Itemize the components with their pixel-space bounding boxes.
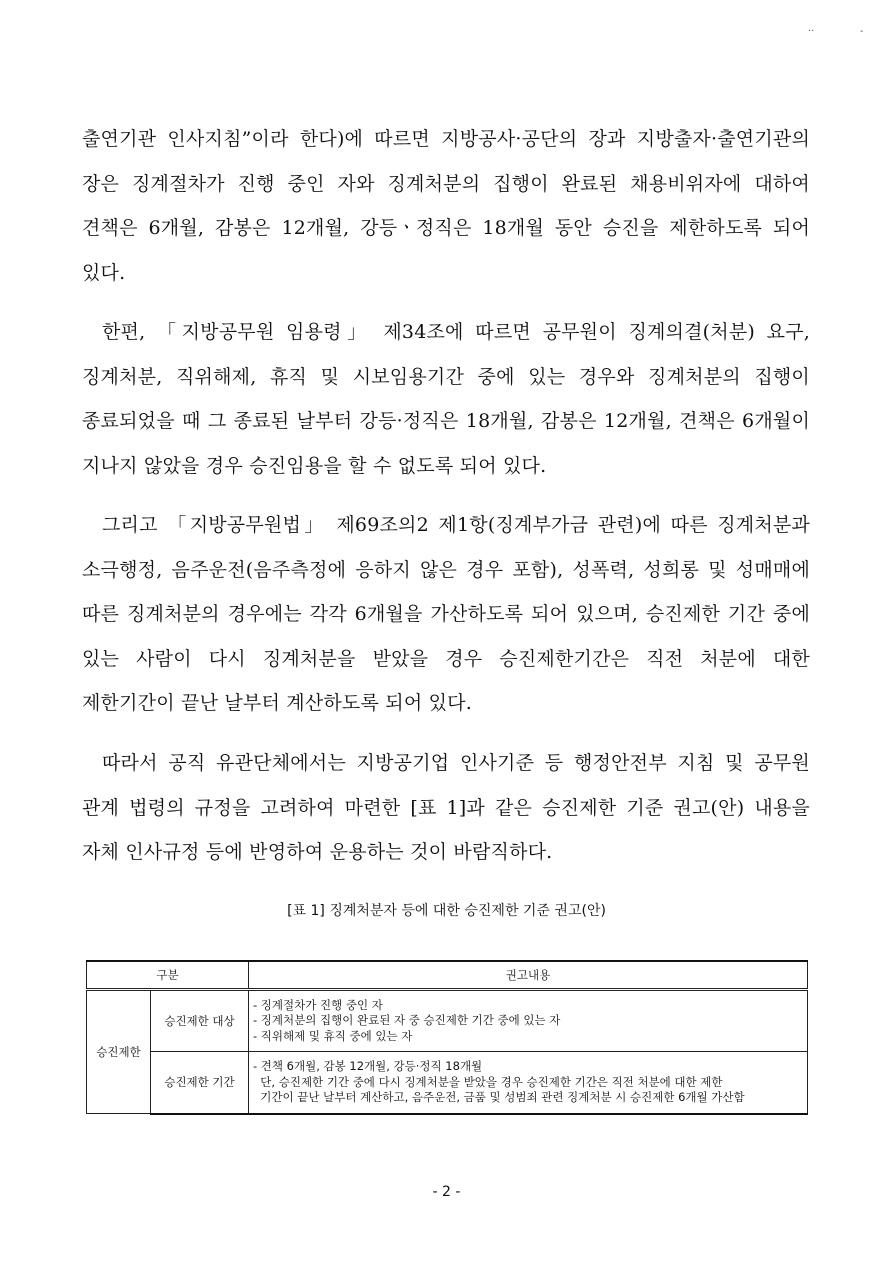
- subcategory-period: 승진제한 기간: [151, 1052, 249, 1114]
- corner-mark-right: -: [860, 26, 864, 37]
- paragraph-appointment-decree: 한편, 「지방공무원 임용령」 제34조에 따르면 공무원이 징계의결(처분) 요구, 징계처분, 직위해제, 휴직 및 시보임용기간 중에 있는 경우와 징계처분의 집행이 종료되었을 때 그 종료된 날부터 강등·정직은 18개월, 감봉은 12개월, 견책은 6개월이 지나지 않았을 경우 승진임용을 할 수 없도록 되어 있다.: [82, 321, 810, 477]
- header-content: 권고내용: [249, 961, 808, 990]
- content-target: [249, 990, 808, 1052]
- table-header-row: [87, 961, 808, 990]
- page-number: - 2 -: [432, 1184, 461, 1200]
- header-category: 구분: [87, 961, 249, 990]
- subcategory-target: 승진제한 대상: [151, 990, 249, 1052]
- table-caption: [표 1] 징계처분자 등에 대한 승진제한 기준 권고(안): [287, 903, 606, 919]
- paragraph-recommendation: 따라서 공직 유관단체에서는 지방공기업 인사기준 등 행정안전부 지침 및 공무원 관계 법령의 규정을 고려하여 마련한 [표 1]과 같은 승진제한 기준 권고(안) 내용을 자체 인사규정 등에 반영하여 운용하는 것이 바람직하다.: [82, 752, 810, 863]
- table-row: [87, 990, 808, 1052]
- content-line: 단, 승진제한 기간 중에 다시 징계처분을 받았을 경우 승진제한 기간은 직전 처분에 대한 제한: [253, 1074, 723, 1089]
- content-line: - 징계절차가 진행 중인 자: [253, 997, 383, 1012]
- corner-mark-left: ··: [808, 26, 815, 37]
- content-line: 기간이 끝난 날부터 계산하고, 음주운전, 금품 및 성범죄 관련 징계처분 시 승진제한 6개월 가산함: [253, 1090, 745, 1104]
- content-line: - 직위해제 및 휴직 중에 있는 자: [253, 1028, 413, 1043]
- content-line: - 징계처분의 집행이 완료된 자 중 승진제한 기간 중에 있는 자: [253, 1013, 561, 1028]
- promotion-restriction-table: [86, 960, 808, 1115]
- paragraph-continuation: 출연기관 인사지침”이라 한다)에 따르면 지방공사·공단의 장과 지방출자·출연기관의 장은 징계절차가 진행 중인 자와 징계처분의 집행이 완료된 채용비위자에 대하여 견책은 6개월, 감봉은 12개월, 강등ㆍ정직은 18개월 동안 승진을 제한하도록 되어 있다.: [82, 128, 810, 284]
- group-label: 승진제한: [87, 990, 151, 1114]
- paragraph-civil-servant-act: 그리고 「지방공무원법」 제69조의2 제1항(징계부가금 관련)에 따른 징계처분과 소극행정, 음주운전(음주측정에 응하지 않은 경우 포함), 성폭력, 성희롱 및 성매매에 따른 징계처분의 경우에는 각각 6개월을 가산하도록 되어 있으며, 승진제한 기간 중에 있는 사람이 다시 징계처분을 받았을 경우 승진제한기간은 직전 처분에 대한 제한기간이 끝난 날부터 계산하도록 되어 있다.: [82, 514, 810, 714]
- content-period: [249, 1052, 808, 1114]
- content-line: - 견책 6개월, 감봉 12개월, 강등·정직 18개월: [253, 1059, 483, 1073]
- table-row: [87, 1052, 808, 1114]
